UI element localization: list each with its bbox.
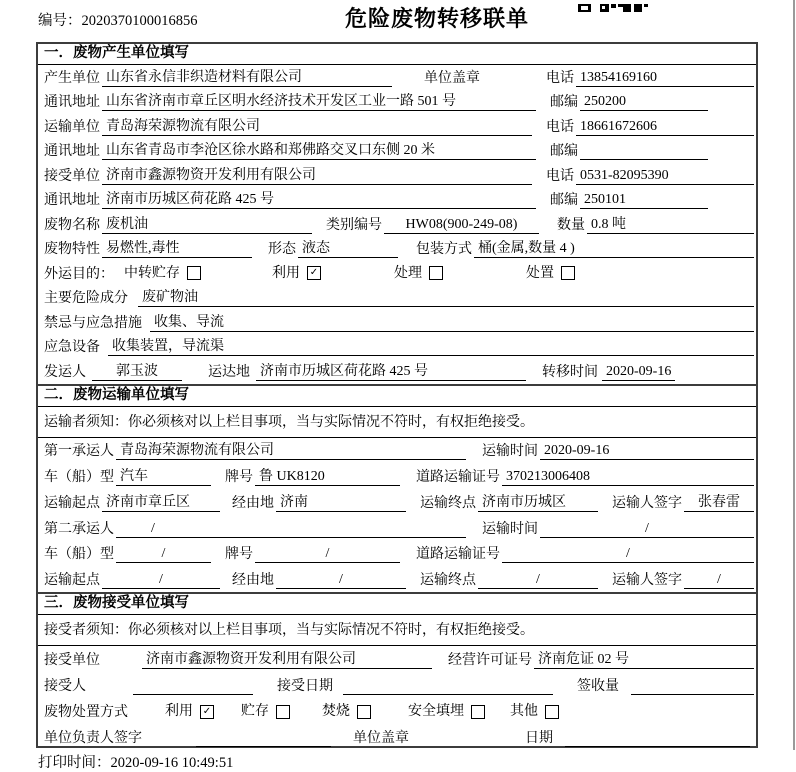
destination-label: 运达地 <box>208 364 250 380</box>
end2-value: / <box>478 571 598 589</box>
address-label: 通讯地址 <box>44 193 100 208</box>
plate2-value: / <box>255 545 400 563</box>
produce-unit-label: 产生单位 <box>44 70 100 86</box>
transport-unit-label: 运输单位 <box>44 119 100 135</box>
head-sign-value <box>196 730 331 747</box>
license1-value: 370213006408 <box>502 468 754 486</box>
license1-label: 道路运输证号 <box>416 470 500 486</box>
taboo-value: 收集、导流 <box>150 314 754 332</box>
transporter-notice: 运输者须知：你必须核对以上栏目事项，当与实际情况不符时，有权拒绝接受。 <box>38 407 756 438</box>
row-producer-address <box>38 90 756 115</box>
row-receive-unit <box>38 646 756 672</box>
receive-unit-value: 济南市鑫源物资开发利用有限公司 <box>142 651 432 669</box>
row-vehicle1 <box>38 463 756 489</box>
waste-name-value: 废机油 <box>102 216 312 234</box>
sign1-value: 张春雷 <box>684 494 754 512</box>
carrier1-value: 青岛海荣源物流有限公司 <box>116 442 466 460</box>
checkbox-incinerate <box>357 705 371 719</box>
end1-label: 运输终点 <box>420 495 476 511</box>
equipment-label: 应急设备 <box>44 340 100 355</box>
receive-date-value <box>343 678 553 695</box>
address-value: 济南市历城区荷花路 425 号 <box>102 191 536 209</box>
disposal-option-label: 贮存 <box>241 704 269 720</box>
purpose-option-dispose <box>526 265 575 282</box>
vehicle1-label: 车（船）型 <box>44 470 114 486</box>
permit-label: 经营许可证号 <box>448 653 532 669</box>
date-value <box>565 730 750 747</box>
purpose-option-label: 中转贮存 <box>124 265 180 281</box>
page-right-edge <box>793 0 795 750</box>
checkbox-landfill <box>471 705 485 719</box>
section-transporter <box>38 384 756 593</box>
zip-label: 邮编 <box>550 193 578 208</box>
via1-value: 济南 <box>276 494 406 512</box>
destination-value: 济南市历城区荷花路 425 号 <box>256 363 526 381</box>
plate1-value: 鲁 UK8120 <box>255 468 400 486</box>
receiver-notice: 接受者须知：你必须核对以上栏目事项，当与实际情况不符时，有权拒绝接受。 <box>38 615 756 646</box>
transfer-manifest-form <box>36 42 758 748</box>
purpose-label: 外运目的： <box>44 266 114 282</box>
category-value: HW08(900-249-08) <box>384 216 539 234</box>
row-produce-unit <box>38 65 756 90</box>
plate1-label: 牌号 <box>225 470 253 486</box>
row-shipper <box>38 359 756 384</box>
shipper-value: 郭玉波 <box>92 363 182 381</box>
section-transporter-title: 二．废物运输单位填写 <box>38 386 756 407</box>
produce-unit-value: 山东省永信非织造材料有限公司 <box>102 69 392 87</box>
row-taboo-measures <box>38 310 756 335</box>
checkbox-utilize: ✓ <box>307 266 321 280</box>
phone-label: 电话 <box>546 119 574 135</box>
purpose-option-label: 处理 <box>394 265 422 281</box>
sign2-value: / <box>684 571 754 589</box>
end2-label: 运输终点 <box>420 573 476 589</box>
disposal-option-other <box>510 703 559 720</box>
packing-label: 包装方式 <box>416 242 472 257</box>
disposal-option-label: 利用 <box>165 704 193 720</box>
disposal-option-landfill <box>408 703 485 720</box>
disposal-option-label: 焚烧 <box>322 704 350 720</box>
quantity-value: 0.8 吨 <box>587 216 754 234</box>
carrier1-label: 第一承运人 <box>44 444 114 460</box>
hazard-value: 废矿物油 <box>138 289 754 307</box>
row-head-signature <box>38 724 756 750</box>
transfer-time-label: 转移时间 <box>542 364 598 380</box>
sign-qty-label: 签收量 <box>577 679 619 695</box>
row-transfer-purpose <box>38 261 756 286</box>
via2-label: 经由地 <box>232 573 274 589</box>
section-receiver <box>38 592 756 750</box>
row-waste-property <box>38 237 756 262</box>
row-transporter-address <box>38 139 756 164</box>
phone-label: 电话 <box>546 168 574 184</box>
origin1-label: 运输起点 <box>44 495 100 511</box>
phone-value: 13854169160 <box>576 69 754 87</box>
purpose-option-label: 利用 <box>272 265 300 281</box>
disposal-option-incinerate <box>322 703 371 720</box>
disposal-option-store <box>241 703 290 720</box>
receiver-value <box>133 678 253 695</box>
row-vehicle2 <box>38 541 756 567</box>
equipment-value: 收集装置，导流渠 <box>108 338 754 356</box>
form-value: 液态 <box>298 240 398 258</box>
document-number-label: 编号： <box>38 13 82 29</box>
row-waste-name <box>38 212 756 237</box>
receive-unit-label: 接受单位 <box>44 168 100 184</box>
transport-time-value: 2020-09-16 <box>540 442 754 460</box>
via1-label: 经由地 <box>232 495 274 511</box>
checkbox-treat <box>429 266 443 280</box>
print-time <box>38 751 233 772</box>
origin2-value: / <box>102 571 220 589</box>
transport-time-value: / <box>540 520 754 538</box>
disposal-option-label: 其他 <box>510 704 538 720</box>
checkbox-dispose <box>561 266 575 280</box>
receive-date-label: 接受日期 <box>277 679 333 695</box>
taboo-label: 禁忌与应急措施 <box>44 315 142 331</box>
permit-value: 济南危证 02 号 <box>534 651 754 669</box>
form-label: 形态 <box>268 242 296 257</box>
row-second-carrier <box>38 515 756 541</box>
purpose-option-label: 处置 <box>526 265 554 281</box>
address-label: 通讯地址 <box>44 144 100 159</box>
zip-value: 250200 <box>580 93 708 111</box>
packing-value: 桶(金属,数量 4 ) <box>474 240 754 258</box>
section-producer <box>38 44 756 384</box>
phone-value: 0531-82095390 <box>576 167 754 185</box>
section-receiver-title: 三．废物接受单位填写 <box>38 594 756 615</box>
transfer-time-value: 2020-09-16 <box>602 363 675 381</box>
checkbox-storage <box>187 266 201 280</box>
transport-time-label: 运输时间 <box>482 521 538 537</box>
sign-qty-value <box>631 678 754 695</box>
row-receiver-address <box>38 188 756 213</box>
waste-name-label: 废物名称 <box>44 217 100 233</box>
disposal-option-label: 安全填埋 <box>408 704 464 720</box>
row-transport-unit <box>38 114 756 139</box>
zip-value <box>580 143 708 160</box>
zip-label: 邮编 <box>550 144 578 159</box>
vehicle1-value: 汽车 <box>116 468 211 486</box>
hazard-label: 主要危险成分 <box>44 291 128 306</box>
property-value: 易燃性,毒性 <box>102 240 252 258</box>
row-emergency-equipment <box>38 335 756 360</box>
origin2-label: 运输起点 <box>44 573 100 589</box>
address-label: 通讯地址 <box>44 95 100 110</box>
checkbox-store <box>276 705 290 719</box>
checkbox-other <box>545 705 559 719</box>
quantity-label: 数量 <box>557 217 585 233</box>
head-sign-label: 单位负责人签字 <box>44 731 142 747</box>
property-label: 废物特性 <box>44 242 100 257</box>
page-title: 危险废物转移联单 <box>344 6 530 31</box>
transport-time-label: 运输时间 <box>482 444 538 460</box>
date-label: 日期 <box>525 731 553 747</box>
end1-value: 济南市历城区 <box>478 494 598 512</box>
disposal-option-utilize <box>165 703 214 720</box>
row-first-carrier <box>38 438 756 464</box>
phone-label: 电话 <box>546 70 574 86</box>
purpose-option-storage <box>124 265 201 282</box>
row-receive-unit <box>38 163 756 188</box>
zip-value: 250101 <box>580 191 708 209</box>
row-hazard-component <box>38 286 756 311</box>
section-producer-title: 一．废物产生单位填写 <box>38 44 756 65</box>
unit-seal-label: 单位盖章 <box>424 70 480 86</box>
zip-label: 邮编 <box>550 95 578 110</box>
category-label: 类别编号 <box>326 217 382 233</box>
shipper-label: 发运人 <box>44 364 86 380</box>
carrier2-label: 第二承运人 <box>44 521 114 537</box>
purpose-option-treat <box>394 265 443 282</box>
receive-unit-value: 济南市鑫源物资开发利用有限公司 <box>102 167 532 185</box>
row-disposal-method <box>38 698 756 724</box>
qr-code-fragment <box>578 0 648 9</box>
checkbox-utilize: ✓ <box>200 705 214 719</box>
carrier2-value: / <box>116 520 466 538</box>
row-receiver-person <box>38 672 756 698</box>
phone-value: 18661672606 <box>576 118 754 136</box>
plate2-label: 牌号 <box>225 547 253 563</box>
origin1-value: 济南市章丘区 <box>102 494 220 512</box>
receive-unit-label: 接受单位 <box>44 653 100 669</box>
unit-seal-label: 单位盖章 <box>353 731 409 747</box>
row-route2 <box>38 566 756 592</box>
disposal-label: 废物处置方式 <box>44 705 128 721</box>
via2-value: / <box>276 571 406 589</box>
sign2-label: 运输人签字 <box>612 573 682 589</box>
vehicle2-label: 车（船）型 <box>44 547 114 563</box>
row-route1 <box>38 489 756 515</box>
license2-label: 道路运输证号 <box>416 547 500 563</box>
receiver-label: 接受人 <box>44 679 86 695</box>
document-number-value: 2020370100016856 <box>81 13 198 29</box>
purpose-option-utilize <box>272 265 321 282</box>
document-number <box>38 9 198 30</box>
print-time-value: 2020-09-16 10:49:51 <box>110 755 234 771</box>
address-value: 山东省济南市章丘区明水经济技术开发区工业一路 501 号 <box>102 93 536 111</box>
license2-value: / <box>502 545 754 563</box>
address-value: 山东省青岛市李沧区徐水路和郑佛路交叉口东侧 20 米 <box>102 142 536 160</box>
transport-unit-value: 青岛海荣源物流有限公司 <box>102 118 532 136</box>
vehicle2-value: / <box>116 545 211 563</box>
print-time-label: 打印时间： <box>38 755 111 771</box>
sign1-label: 运输人签字 <box>612 495 682 511</box>
